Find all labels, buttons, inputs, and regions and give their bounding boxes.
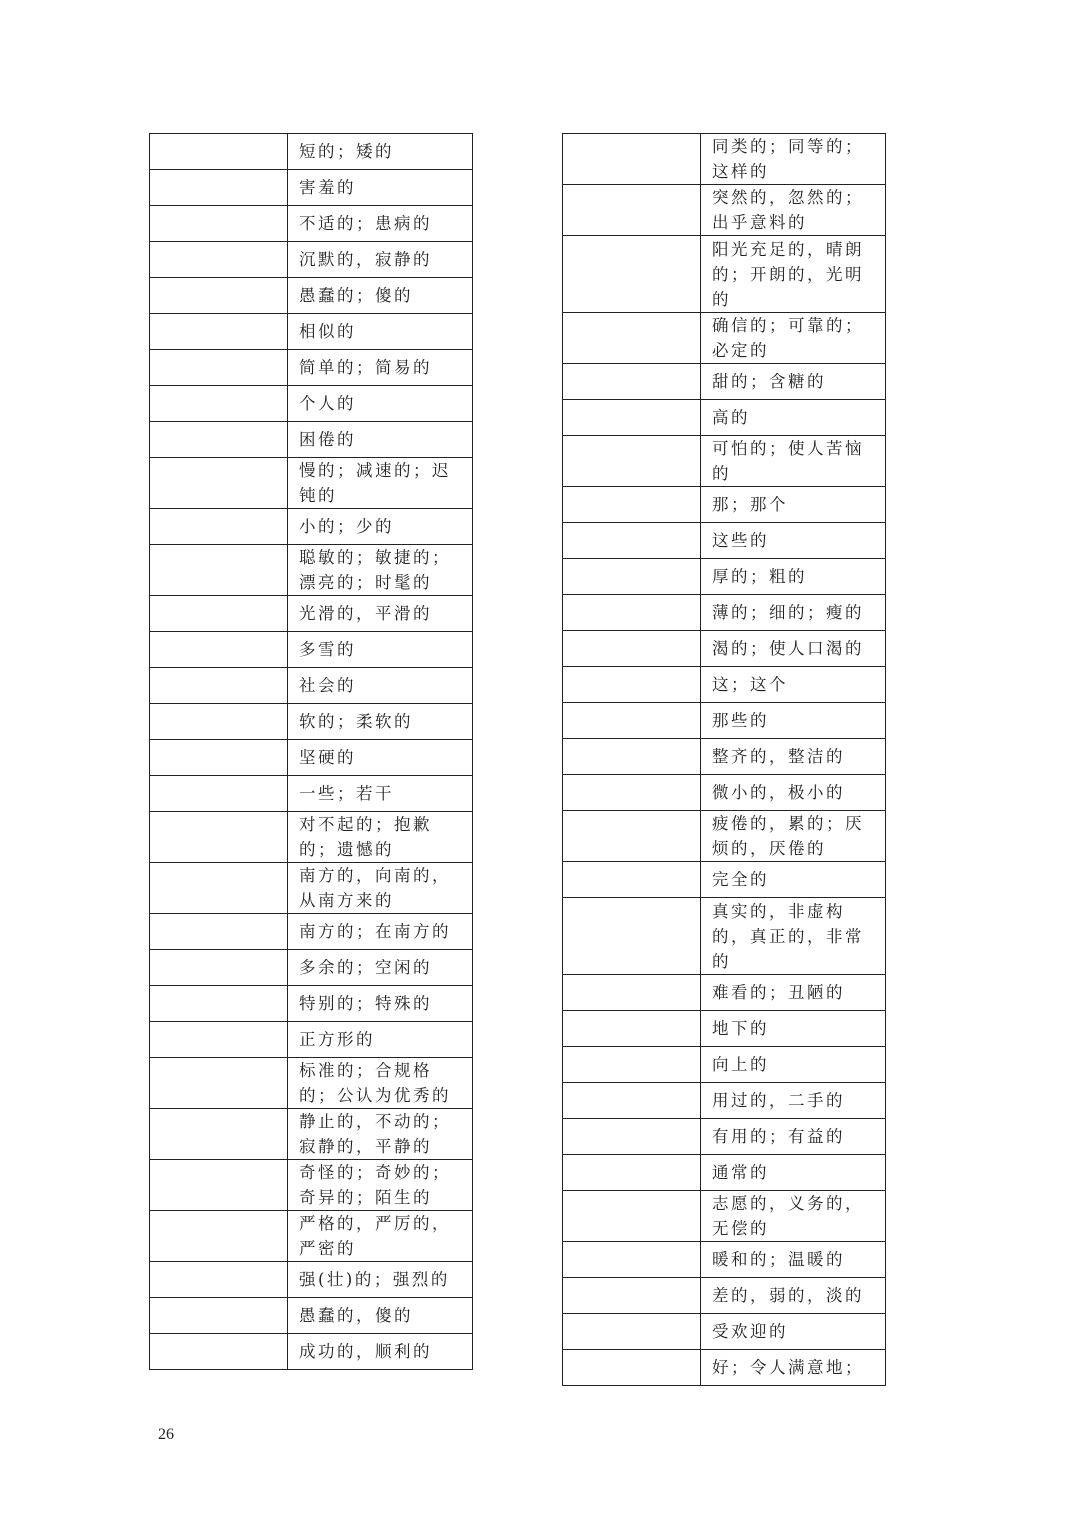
answer-blank-cell xyxy=(150,386,288,422)
table-row xyxy=(563,1047,886,1083)
answer-blank-cell xyxy=(563,595,701,631)
table-row xyxy=(563,313,886,364)
meaning-cell: 正方形的 xyxy=(288,1022,473,1058)
meaning-cell: 阳光充足的，晴朗的；开朗的，光明的 xyxy=(701,236,886,313)
answer-blank-cell xyxy=(150,1022,288,1058)
answer-blank-cell xyxy=(563,1047,701,1083)
table-row xyxy=(150,314,473,350)
meaning-cell: 真实的，非虚构的，真正的，非常的 xyxy=(701,898,886,975)
table-row xyxy=(150,278,473,314)
answer-blank-cell xyxy=(563,436,701,487)
table-row xyxy=(150,422,473,458)
answer-blank-cell xyxy=(150,1160,288,1211)
meaning-cell: 强(壮)的；强烈的 xyxy=(288,1262,473,1298)
answer-blank-cell xyxy=(563,1155,701,1191)
table-row xyxy=(150,1334,473,1370)
meaning-cell: 渴的；使人口渴的 xyxy=(701,631,886,667)
table-row xyxy=(150,1298,473,1334)
table-row xyxy=(150,668,473,704)
answer-blank-cell xyxy=(563,313,701,364)
meaning-cell: 有用的；有益的 xyxy=(701,1119,886,1155)
table-row xyxy=(150,632,473,668)
table-row xyxy=(150,458,473,509)
meaning-cell: 那些的 xyxy=(701,703,886,739)
table-row xyxy=(563,364,886,400)
meaning-cell: 确信的；可靠的；必定的 xyxy=(701,313,886,364)
table-row xyxy=(150,545,473,596)
meaning-cell: 奇怪的；奇妙的；奇异的；陌生的 xyxy=(288,1160,473,1211)
meaning-cell: 慢的；减速的；迟钝的 xyxy=(288,458,473,509)
table-row xyxy=(150,1211,473,1262)
meaning-cell: 通常的 xyxy=(701,1155,886,1191)
meaning-cell: 高的 xyxy=(701,400,886,436)
table-row xyxy=(563,523,886,559)
table-row xyxy=(150,134,473,170)
answer-blank-cell xyxy=(150,1058,288,1109)
answer-blank-cell xyxy=(150,422,288,458)
answer-blank-cell xyxy=(563,364,701,400)
table-row xyxy=(150,1058,473,1109)
table-row xyxy=(150,596,473,632)
meaning-cell: 整齐的，整洁的 xyxy=(701,739,886,775)
meaning-cell: 个人的 xyxy=(288,386,473,422)
table-row xyxy=(563,1119,886,1155)
table-row xyxy=(563,862,886,898)
meaning-cell: 聪敏的；敏捷的；漂亮的；时髦的 xyxy=(288,545,473,596)
answer-blank-cell xyxy=(150,350,288,386)
meaning-cell: 同类的；同等的；这样的 xyxy=(701,134,886,185)
answer-blank-cell xyxy=(150,1334,288,1370)
answer-blank-cell xyxy=(563,1278,701,1314)
answer-blank-cell xyxy=(150,914,288,950)
meaning-cell: 向上的 xyxy=(701,1047,886,1083)
meaning-cell: 静止的，不动的；寂静的，平静的 xyxy=(288,1109,473,1160)
table-row xyxy=(563,775,886,811)
table-row xyxy=(150,509,473,545)
table-row xyxy=(150,206,473,242)
table-row xyxy=(563,975,886,1011)
table-row xyxy=(150,1262,473,1298)
meaning-cell: 害羞的 xyxy=(288,170,473,206)
meaning-cell: 软的；柔软的 xyxy=(288,704,473,740)
table-row xyxy=(150,914,473,950)
meaning-cell: 沉默的，寂静的 xyxy=(288,242,473,278)
table-row xyxy=(563,559,886,595)
meaning-cell: 不适的；患病的 xyxy=(288,206,473,242)
answer-blank-cell xyxy=(150,242,288,278)
table-row xyxy=(150,170,473,206)
answer-blank-cell xyxy=(563,1191,701,1242)
answer-blank-cell xyxy=(563,667,701,703)
table-row xyxy=(150,1022,473,1058)
meaning-cell: 成功的，顺利的 xyxy=(288,1334,473,1370)
answer-blank-cell xyxy=(150,632,288,668)
table-row xyxy=(150,740,473,776)
answer-blank-cell xyxy=(563,975,701,1011)
answer-blank-cell xyxy=(150,704,288,740)
answer-blank-cell xyxy=(563,811,701,862)
table-row xyxy=(150,1160,473,1211)
meaning-cell: 受欢迎的 xyxy=(701,1314,886,1350)
answer-blank-cell xyxy=(563,1083,701,1119)
meaning-cell: 小的；少的 xyxy=(288,509,473,545)
answer-blank-cell xyxy=(150,986,288,1022)
answer-blank-cell xyxy=(150,545,288,596)
answer-blank-cell xyxy=(150,950,288,986)
page-number: 26 xyxy=(158,1426,174,1443)
table-row xyxy=(563,134,886,185)
table-row xyxy=(150,386,473,422)
meaning-cell: 坚硬的 xyxy=(288,740,473,776)
answer-blank-cell xyxy=(563,1242,701,1278)
answer-blank-cell xyxy=(563,631,701,667)
meaning-cell: 地下的 xyxy=(701,1011,886,1047)
meaning-cell: 差的，弱的，淡的 xyxy=(701,1278,886,1314)
answer-blank-cell xyxy=(150,314,288,350)
meaning-cell: 好；令人满意地； xyxy=(701,1350,886,1386)
answer-blank-cell xyxy=(563,1119,701,1155)
table-row xyxy=(563,1278,886,1314)
answer-blank-cell xyxy=(563,1350,701,1386)
meaning-cell: 突然的，忽然的；出乎意料的 xyxy=(701,185,886,236)
answer-blank-cell xyxy=(150,776,288,812)
meaning-cell: 南方的；在南方的 xyxy=(288,914,473,950)
answer-blank-cell xyxy=(563,862,701,898)
meaning-cell: 这些的 xyxy=(701,523,886,559)
table-row xyxy=(563,400,886,436)
answer-blank-cell xyxy=(563,236,701,313)
answer-blank-cell xyxy=(150,1211,288,1262)
meaning-cell: 厚的；粗的 xyxy=(701,559,886,595)
answer-blank-cell xyxy=(150,1109,288,1160)
answer-blank-cell xyxy=(150,596,288,632)
meaning-cell: 多雪的 xyxy=(288,632,473,668)
answer-blank-cell xyxy=(150,812,288,863)
table-row xyxy=(563,1242,886,1278)
vocab-table-right xyxy=(562,133,886,1386)
meaning-cell: 严格的，严厉的，严密的 xyxy=(288,1211,473,1262)
answer-blank-cell xyxy=(563,134,701,185)
answer-blank-cell xyxy=(150,668,288,704)
answer-blank-cell xyxy=(150,1298,288,1334)
answer-blank-cell xyxy=(150,458,288,509)
table-row xyxy=(150,776,473,812)
table-row xyxy=(563,631,886,667)
meaning-cell: 愚蠢的，傻的 xyxy=(288,1298,473,1334)
meaning-cell: 愚蠢的；傻的 xyxy=(288,278,473,314)
meaning-cell: 可怕的；使人苦恼的 xyxy=(701,436,886,487)
answer-blank-cell xyxy=(563,703,701,739)
table-row xyxy=(150,986,473,1022)
table-row xyxy=(563,703,886,739)
answer-blank-cell xyxy=(563,898,701,975)
meaning-cell: 一些；若干 xyxy=(288,776,473,812)
meaning-cell: 光滑的，平滑的 xyxy=(288,596,473,632)
table-row xyxy=(150,1109,473,1160)
table-row xyxy=(563,487,886,523)
meaning-cell: 薄的；细的；瘦的 xyxy=(701,595,886,631)
meaning-cell: 标准的；合规格的；公认为优秀的 xyxy=(288,1058,473,1109)
answer-blank-cell xyxy=(563,559,701,595)
meaning-cell: 志愿的，义务的，无偿的 xyxy=(701,1191,886,1242)
table-row xyxy=(563,595,886,631)
meaning-cell: 那；那个 xyxy=(701,487,886,523)
table-row xyxy=(563,1350,886,1386)
table-row xyxy=(563,436,886,487)
table-row xyxy=(563,1314,886,1350)
answer-blank-cell xyxy=(150,206,288,242)
meaning-cell: 疲倦的，累的；厌烦的，厌倦的 xyxy=(701,811,886,862)
answer-blank-cell xyxy=(150,170,288,206)
meaning-cell: 短的；矮的 xyxy=(288,134,473,170)
meaning-cell: 难看的；丑陋的 xyxy=(701,975,886,1011)
answer-blank-cell xyxy=(150,863,288,914)
answer-blank-cell xyxy=(150,278,288,314)
vocab-table-left xyxy=(149,133,473,1370)
meaning-cell: 多余的；空闲的 xyxy=(288,950,473,986)
answer-blank-cell xyxy=(150,509,288,545)
answer-blank-cell xyxy=(150,740,288,776)
table-row xyxy=(150,812,473,863)
meaning-cell: 甜的；含糖的 xyxy=(701,364,886,400)
meaning-cell: 南方的，向南的，从南方来的 xyxy=(288,863,473,914)
meaning-cell: 相似的 xyxy=(288,314,473,350)
meaning-cell: 困倦的 xyxy=(288,422,473,458)
meaning-cell: 用过的，二手的 xyxy=(701,1083,886,1119)
table-row xyxy=(150,242,473,278)
table-row xyxy=(563,898,886,975)
table-row xyxy=(150,863,473,914)
meaning-cell: 暖和的；温暖的 xyxy=(701,1242,886,1278)
answer-blank-cell xyxy=(563,739,701,775)
table-row xyxy=(563,1155,886,1191)
answer-blank-cell xyxy=(563,523,701,559)
answer-blank-cell xyxy=(150,134,288,170)
table-row xyxy=(563,1191,886,1242)
table-row xyxy=(150,704,473,740)
meaning-cell: 这；这个 xyxy=(701,667,886,703)
answer-blank-cell xyxy=(563,185,701,236)
table-row xyxy=(563,1011,886,1047)
answer-blank-cell xyxy=(563,400,701,436)
answer-blank-cell xyxy=(563,1011,701,1047)
meaning-cell: 完全的 xyxy=(701,862,886,898)
table-row xyxy=(563,739,886,775)
meaning-cell: 对不起的；抱歉的；遗憾的 xyxy=(288,812,473,863)
answer-blank-cell xyxy=(563,487,701,523)
answer-blank-cell xyxy=(563,1314,701,1350)
meaning-cell: 微小的，极小的 xyxy=(701,775,886,811)
table-row xyxy=(563,667,886,703)
table-row xyxy=(563,811,886,862)
table-row xyxy=(150,950,473,986)
table-row xyxy=(150,350,473,386)
meaning-cell: 特别的；特殊的 xyxy=(288,986,473,1022)
table-row xyxy=(563,185,886,236)
meaning-cell: 社会的 xyxy=(288,668,473,704)
table-row xyxy=(563,1083,886,1119)
meaning-cell: 简单的；简易的 xyxy=(288,350,473,386)
table-row xyxy=(563,236,886,313)
answer-blank-cell xyxy=(563,775,701,811)
answer-blank-cell xyxy=(150,1262,288,1298)
